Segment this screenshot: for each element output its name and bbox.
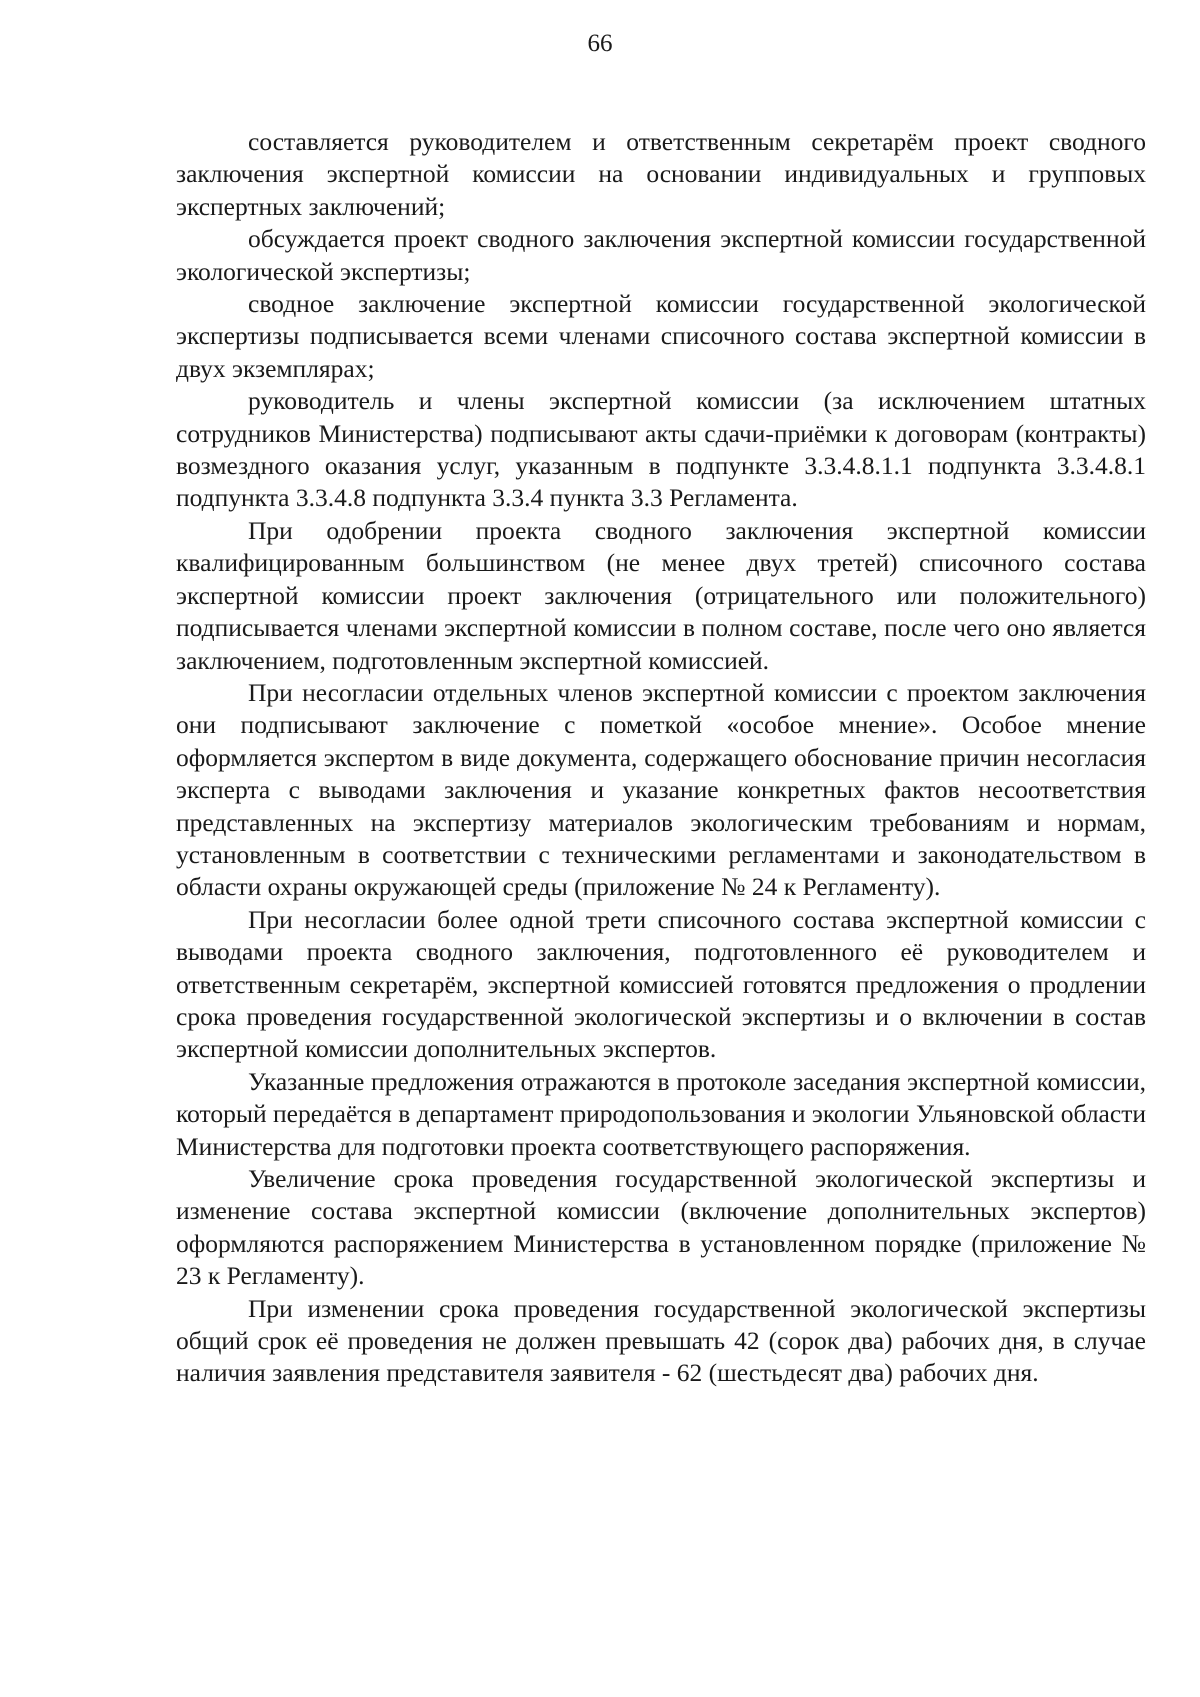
paragraph: составляется руководителем и ответственным секретарём проект сводного заключения экспертной комиссии на основании индивидуальных и групповых экспертных заключений; <box>176 127 1146 221</box>
paragraph: При несогласии более одной трети списочного состава экспертной комиссии с выводами проекта сводного заключения, подготовленного её руководителем и ответственным секретарём, экспертной комиссией готовятся предложения о продлении срока проведения государственной экологической экспертизы и о включении в состав экспертной комиссии дополнительных экспертов. <box>176 904 1146 1064</box>
document-body <box>176 126 1146 1390</box>
paragraph: При изменении срока проведения государственной экологической экспертизы общий срок её проведения не должен превышать 42 (сорок два) рабочих дня, в случае наличия заявления представителя заявителя - 62 (шестьдесят два) рабочих дня. <box>176 1293 1146 1388</box>
paragraph: Увеличение срока проведения государственной экологической экспертизы и изменение состава экспертной комиссии (включение дополнительных экспертов) оформляются распоряжением Министерства в установленном порядке (приложение № 23 к Регламенту). <box>176 1164 1146 1291</box>
paragraph: При несогласии отдельных членов экспертной комиссии с проектом заключения они подписывают заключение с пометкой «особое мнение». Особое мнение оформляется экспертом в виде документа, содержащего обоснование причин несогласия эксперта с выводами заключения и указание конкретных фактов несоответствия представленных на экспертизу материалов экологическим требованиям и нормам, установленным в соответствии с техническими регламентами и законодательством в области охраны окружающей среды (приложение № 24 к Регламенту). <box>176 677 1146 902</box>
paragraph: сводное заключение экспертной комиссии государственной экологической экспертизы подписывается всеми членами списочного состава экспертной комиссии в двух экземплярах; <box>176 289 1146 383</box>
paragraph: Указанные предложения отражаются в протоколе заседания экспертной комиссии, который передаётся в департамент природопользования и экологии Ульяновской области Министерства для подготовки проекта соответствующего распоряжения. <box>176 1066 1146 1161</box>
paragraph: При одобрении проекта сводного заключения экспертной комиссии квалифицированным большинством (не менее двух третей) списочного состава экспертной комиссии проект заключения (отрицательного или положительного) подписывается членами экспертной комиссии в полном составе, после чего оно является заключением, подготовленным экспертной комиссией. <box>176 515 1146 675</box>
paragraph: обсуждается проект сводного заключения экспертной комиссии государственной экологической экспертизы; <box>176 224 1146 286</box>
page-number: 66 <box>587 30 613 57</box>
paragraph: руководитель и члены экспертной комиссии (за исключением штатных сотрудников Министерства) подписывают акты сдачи-приёмки к договорам (контракты) возмездного оказания услуг, указанным в подпункте 3.3.4.8.1.1 подпункта 3.3.4.8.1 подпункта 3.3.4.8 подпункта 3.3.4 пункта 3.3 Регламента. <box>176 386 1146 513</box>
